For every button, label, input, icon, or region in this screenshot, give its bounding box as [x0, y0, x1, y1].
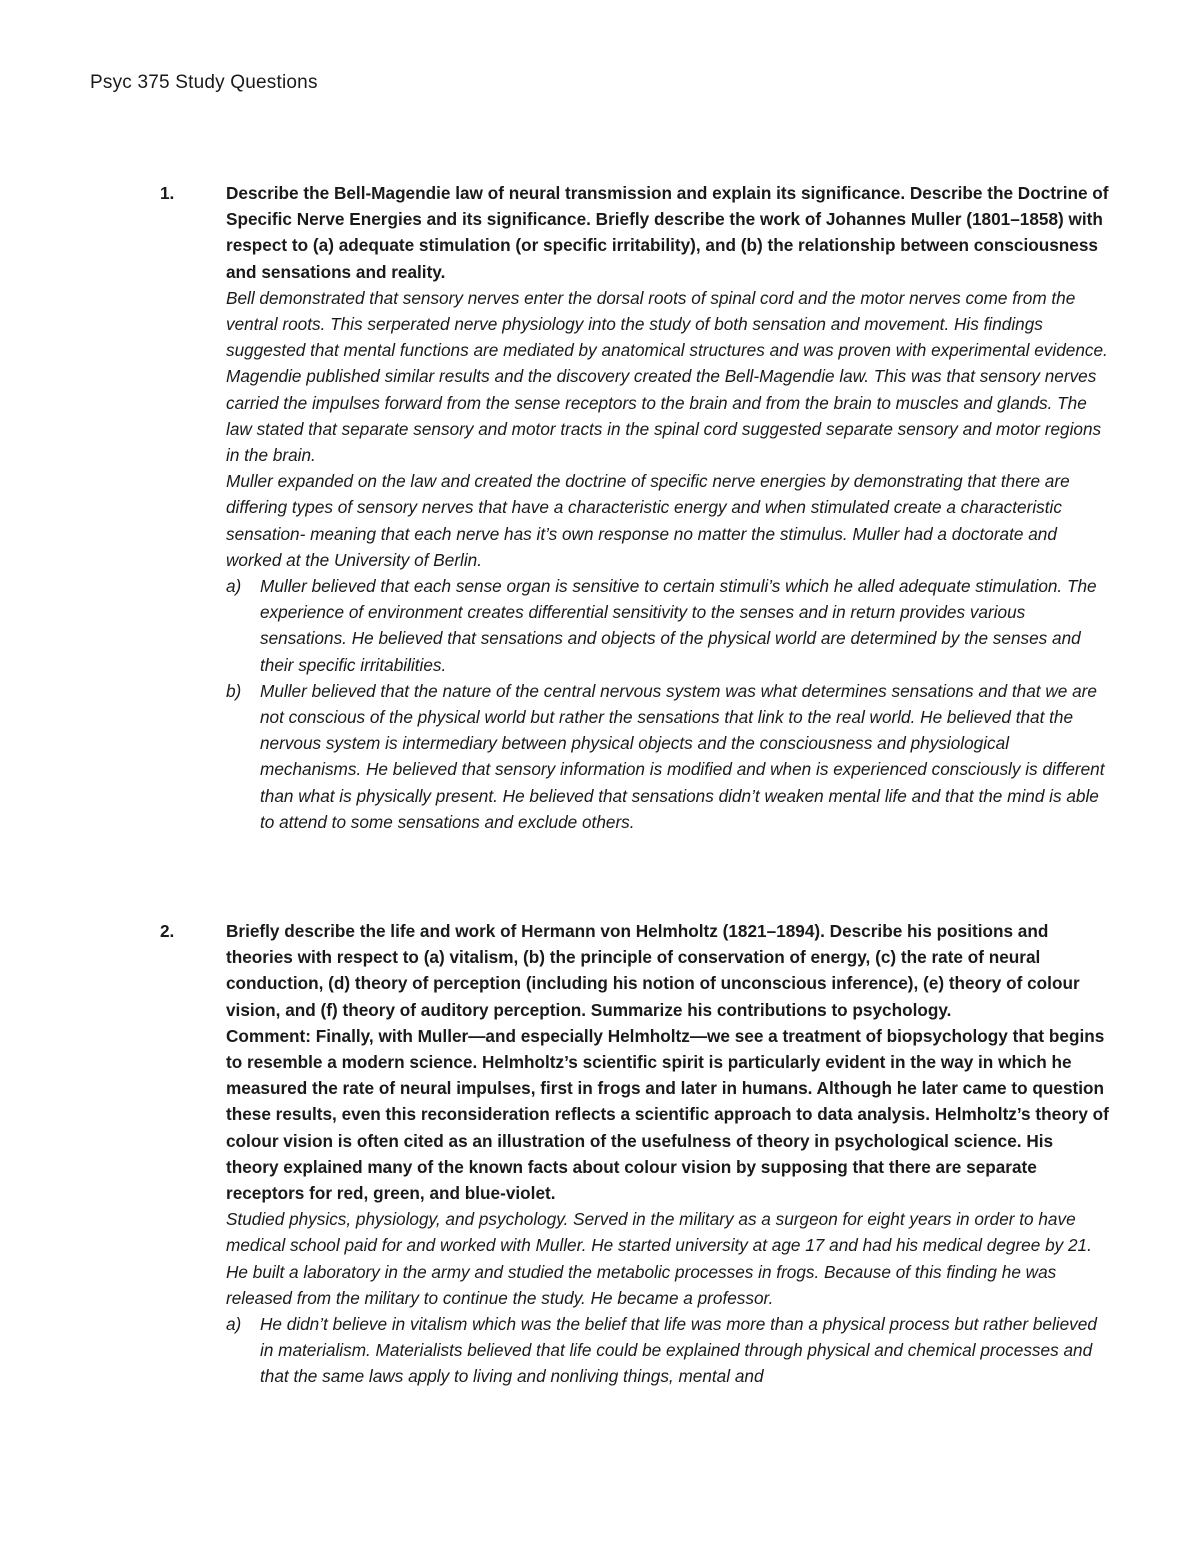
sub-answer-letter: b)	[226, 680, 242, 701]
sub-answer-letter: a)	[226, 576, 242, 597]
answer-paragraph: Muller expanded on the law and created the doctrine of specific nerve energies by demonstrating that there are differing types of sensory nerves that have a characteristic energy and when stimulated create a characteristic sensation- meaning that each nerve has it’s own response no matter the stimulus. Muller had a doctorate and worked at the University of Berlin.	[226, 471, 1070, 570]
sub-answer-list	[226, 573, 1110, 835]
sub-answer-item	[226, 1311, 1110, 1390]
question-number: 1.	[160, 183, 175, 203]
question-2	[160, 918, 1110, 1390]
question-prompt: Briefly describe the life and work of Hermann von Helmholtz (1821–1894). Describe his positions and theories with respect to (a) vitalism, (b) the principle of conservation of energy, (c) the rate of neural conduction, (d) theory of perception (including his notion of unconscious inference), (e) theory of colour vision, and (f) theory of auditory perception. Summarize his contributions to psychology.	[226, 921, 1080, 1020]
sub-answer-item	[226, 573, 1110, 678]
sub-answer-letter: a)	[226, 1314, 242, 1335]
answer-paragraph: Studied physics, physiology, and psychology. Served in the military as a surgeon for eight years in order to have medical school paid for and worked with Muller. He started university at age 17 and had his medical degree by 21. He built a laboratory in the army and studied the metabolic processes in frogs. Because of this finding he was released from the military to continue the study. He became a professor.	[226, 1209, 1092, 1308]
sub-answer-list	[226, 1311, 1110, 1390]
question-number: 2.	[160, 921, 175, 941]
question-body	[226, 918, 1110, 1390]
question-1	[160, 180, 1110, 835]
sub-answer-text: He didn’t believe in vitalism which was the belief that life was more than a physical process but rather believed in materialism. Materialists believed that life could be explained through physical and chemical processes and that the same laws apply to living and nonliving things, mental and	[260, 1314, 1097, 1387]
sub-answer-text: Muller believed that the nature of the central nervous system was what determines sensations and that we are not conscious of the physical world but rather the sensations that link to the real world. He believed that the nervous system is intermediary between physical objects and the consciousness and physiological mechanisms. He believed that sensory information is modified and when is experienced consciously is different than what is physically present. He believed that sensations didn’t weaken mental life and that the mind is able to attend to some sensations and exclude others.	[260, 680, 1105, 832]
document-title: Psyc 375 Study Questions	[90, 72, 318, 93]
sub-answer-item	[226, 678, 1110, 835]
sub-answer-text: Muller believed that each sense organ is sensitive to certain stimuli’s which he alled adequate stimulation. The experience of environment creates differential sensitivity to the senses and in return provides various sensations. He believed that sensations and objects of the physical world are determined by the senses and their specific irritabilities.	[260, 576, 1097, 675]
answer-paragraph: Bell demonstrated that sensory nerves enter the dorsal roots of spinal cord and the motor nerves come from the ventral roots. This serperated nerve physiology into the study of both sensation and movement. His findings suggested that mental functions are mediated by anatomical structures and was proven with experimental evidence. Magendie published similar results and the discovery created the Bell-Magendie law. This was that sensory nerves carried the impulses forward from the sense receptors to the brain and from the brain to muscles and glands. The law stated that separate sensory and motor tracts in the spinal cord suggested separate sensory and motor regions in the brain.	[226, 287, 1108, 466]
question-prompt: Describe the Bell-Magendie law of neural transmission and explain its significance. Describe the Doctrine of Specific Nerve Energies and its significance. Briefly describe the work of Johannes Muller (1801–1858) with respect to (a) adequate stimulation (or specific irritability), and (b) the relationship between consciousness and sensations and reality.	[226, 183, 1109, 282]
question-comment: Comment: Finally, with Muller—and especially Helmholtz—we see a treatment of biopsychology that begins to resemble a modern science. Helmholtz’s scientific spirit is particularly evident in the way in which he measured the rate of neural impulses, first in frogs and later in humans. Although he later came to question these results, even this reconsideration reflects a scientific approach to data analysis. Helmholtz’s theory of colour vision is often cited as an illustration of the usefulness of theory in psychological science. His theory explained many of the known facts about colour vision by supposing that there are separate receptors for red, green, and blue-violet.	[226, 1025, 1109, 1204]
question-body	[226, 180, 1110, 835]
